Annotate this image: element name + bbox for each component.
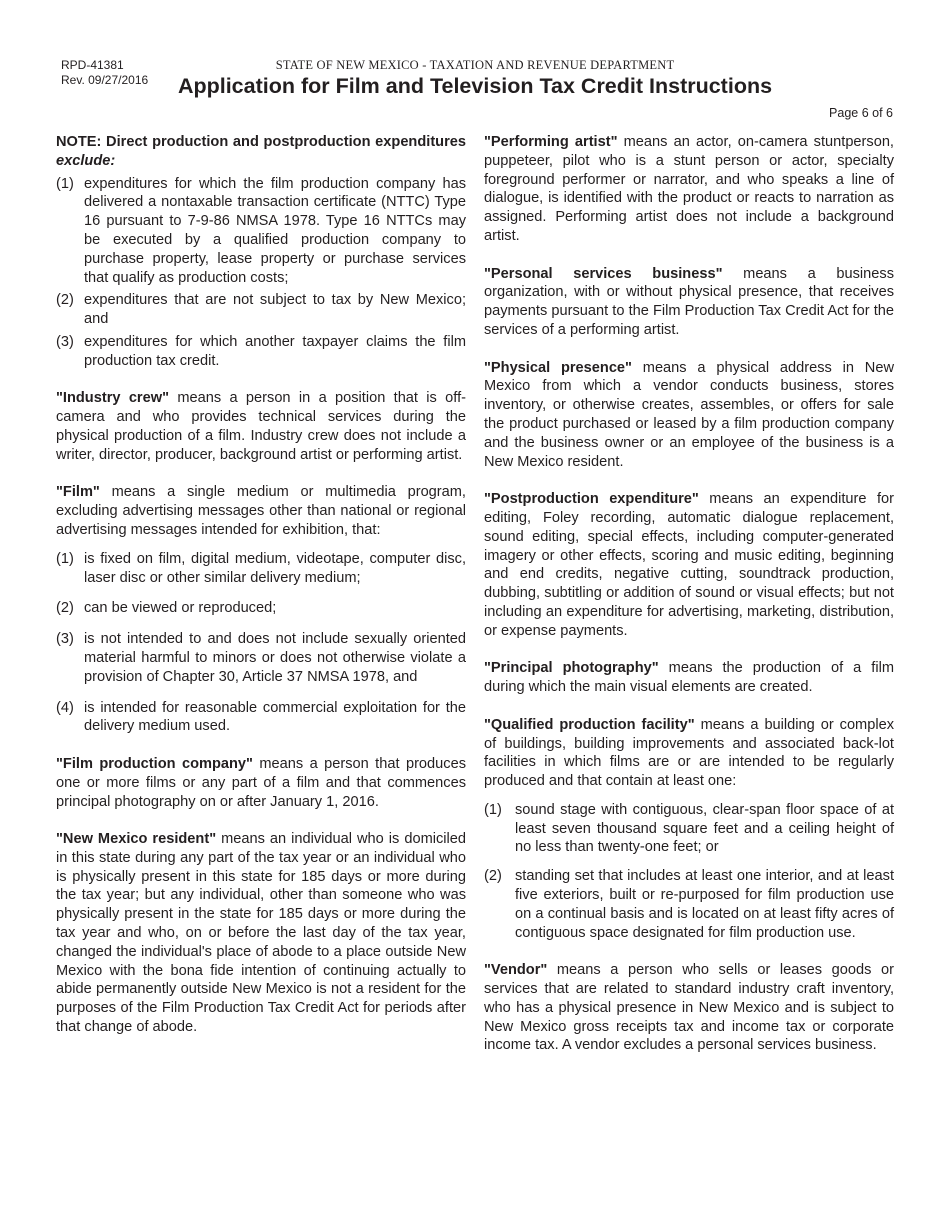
left-column <box>56 133 466 1056</box>
department-name: STATE OF NEW MEXICO - TAXATION AND REVENUE DEPARTMENT <box>275 58 675 72</box>
exclusion-note: NOTE: Direct production and postproduction expenditures exclude: <box>56 134 466 169</box>
form-number: RPD-41381 <box>61 58 124 72</box>
film-criteria-list <box>56 550 466 736</box>
list-item: (3) is not intended to and does not include sexually oriented material harmful to minors or does not otherwise violate a provision of Chapter 30, Article 37 NMSA 1978, and <box>56 631 466 685</box>
list-item: (1) expenditures for which the film production company has delivered a nontaxable transaction certificate (NTTC) Type 16 pursuant to 7-9-86 NMSA 1978. Type 16 NTTCs may be executed by a qualified production company to purchase property, lease property or purchase services that qualify as production costs; <box>56 175 466 286</box>
list-item: (1) is fixed on film, digital medium, videotape, computer disc, laser disc or other similar delivery medium; <box>56 550 466 586</box>
definition-performing-artist: "Performing artist" means an actor, on-camera stuntperson, puppeteer, pilot who is a stunt person or actor, specialty foreground performer or narrator, and who speaks a line of dialogue, is identified with the product or reacts to narration as assigned. Performing artist does not include a background artist. <box>484 134 894 244</box>
definition-film: "Film" means a single medium or multimedia program, excluding advertising messages other than national or regional advertising messages intended for exhibition, that: <box>56 484 466 538</box>
page-number: Page 6 of 6 <box>829 106 893 120</box>
definition-physical-presence: "Physical presence" means a physical address in New Mexico from which a vendor conducts business, stores inventory, or otherwise creates, assembles, or offers for sale the product purchased or leased by a film production company and the business owner or an employee of the business is a New Mexico resident. <box>484 359 894 470</box>
definition-industry-crew: "Industry crew" means a person in a position that is off-camera and who provides technical services during the physical production of a film. Industry crew does not include a writer, director, producer, background artist or performing artist. <box>56 390 467 463</box>
list-item: (4) is intended for reasonable commercial exploitation for the delivery medium used. <box>56 699 466 735</box>
list-item: (3) expenditures for which another taxpayer claims the film production tax credit. <box>56 333 466 369</box>
list-item: (2) standing set that includes at least one interior, and at least five exteriors, built or re-purposed for film production use on a continual basis and is located on at least fifty acres of contiguous space designated for film production use. <box>484 868 894 941</box>
definition-vendor: "Vendor" means a person who sells or leases goods or services that are related to standard industry craft inventory, who has a physical presence in New Mexico and is subject to New Mexico gross receipts tax and income tax or corporate income tax. A vendor excludes a personal services business. <box>484 962 894 1054</box>
facility-criteria-list <box>484 801 894 943</box>
page-title: Application for Film and Television Tax Credit Instructions <box>177 74 773 98</box>
definition-new-mexico-resident: "New Mexico resident" means an individual who is domiciled in this state during any part of the tax year or an individual who is physically present in this state for 185 days or more during the tax year; but any individual, other than someone who was physically present in the state for 185 days or more during the tax year and who, on or before the last day of the tax year, changed the individual's place of abode to a place outside New Mexico with the bona fide intention of continuing actually to abide permanently outside New Mexico is not a resident for the purposes of the Film Production Tax Credit Act for periods after that change of abode. <box>56 831 466 1036</box>
list-item: (2) expenditures that are not subject to tax by New Mexico; and <box>56 292 466 328</box>
revision-date: Rev. 09/27/2016 <box>61 73 149 87</box>
definition-postproduction-expenditure: "Postproduction expenditure" means an expenditure for editing, Foley recording, automatic dialogue replacement, sound editing, special effects, including computer-generated imagery or other effects, scoring and music editing, beginning and end credits, negative cutting, soundtrack production, dubbing, subtitling or addition of sound or visual effects; but not including an expenditure for advertising, marketing, distribution, or expense payments. <box>484 491 894 639</box>
definition-principal-photography: "Principal photography" means the production of a film during which the main visual elements are created. <box>484 660 894 696</box>
list-item: (2) can be viewed or reproduced; <box>56 600 277 617</box>
right-column <box>484 133 894 1074</box>
definition-film-production-company: "Film production company" means a person that produces one or more films or any part of a film and that commences principal photography on or after January 1, 2016. <box>56 755 466 810</box>
definition-qualified-production-facility: "Qualified production facility" means a building or complex of buildings, building improvements and associated back-lot facilities in which films are or are intended to be regularly produced and that contain at least one: <box>484 716 894 790</box>
definition-personal-services-business: "Personal services business" means a business organization, with or without physical presence, that receives payments pursuant to the Film Production Tax Credit Act for the services of a performing artist. <box>484 265 894 338</box>
exclusion-list <box>56 175 466 371</box>
list-item: (1) sound stage with contiguous, clear-span floor space of at least seven thousand square feet and a ceiling height of no less than twenty-one feet; or <box>484 801 894 856</box>
